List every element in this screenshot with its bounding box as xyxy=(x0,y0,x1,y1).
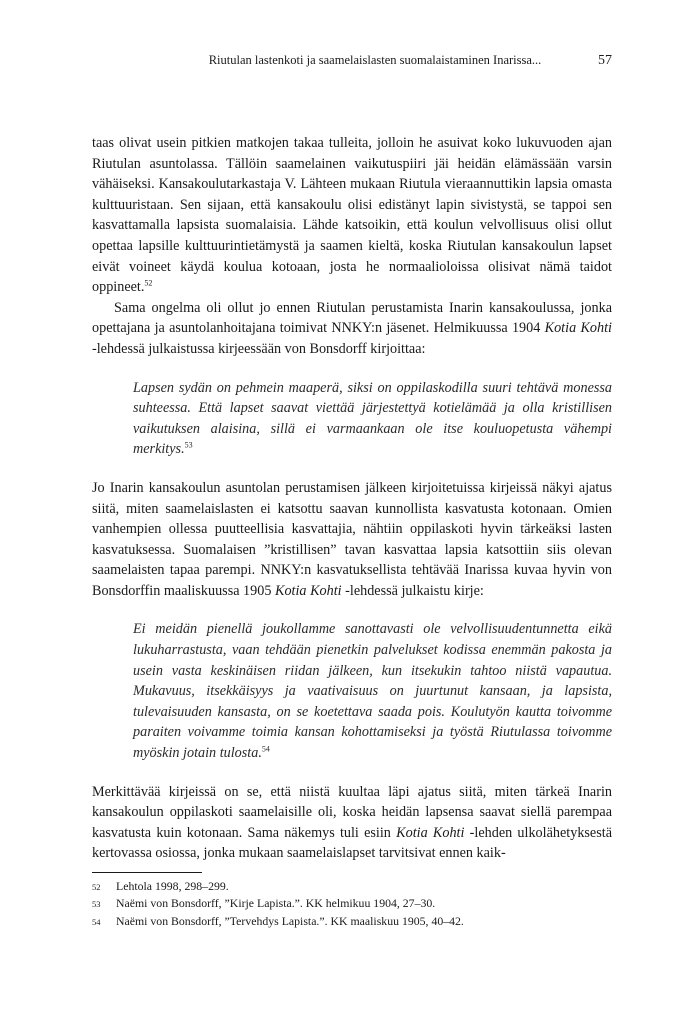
running-title: Riutulan lastenkoti ja saamelaislasten suomalaistaminen Inarissa... xyxy=(208,53,542,67)
body-text xyxy=(92,133,612,864)
running-head xyxy=(92,52,612,69)
journal-title: Kotia Kohti xyxy=(544,320,612,337)
footnote-text: Naëmi von Bonsdorff, ”Tervehdys Lapista.”. KK maaliskuu 1905, 40–42. xyxy=(116,913,464,928)
block-quote-1 xyxy=(133,378,612,460)
footnote-ref-52: 52 xyxy=(144,278,153,288)
paragraph-4 xyxy=(92,782,612,864)
footnote-number: 52 xyxy=(92,882,101,892)
paragraph-3-text-b: -lehdessä julkaistu kirje: xyxy=(341,582,484,599)
footnote-number: 54 xyxy=(92,916,101,927)
block-quote-2-text: Ei meidän pienellä joukollamme sanottavasti ole velvollisuudentunnetta eikä lukuharrastusta, vaan tehdään pienetkin palvelukset kodissa enemmän pakosta ja usein vasta keskinäisen riidan jälkeen, kun itsekukin tahtoo niistä vapautua. Mukavuus, itsekkäisyys ja vaativaisuus on juurtunut kansaan, ja lapsista, tulevaisuuden kansasta, on se koetettava saada pois. Koulutyön kautta toivomme paraiten voivamme toimia kansan kohottamiseksi ja työstä Riutulassa toivomme myöskin jotain tulosta. xyxy=(133,621,612,762)
page-number: 57 xyxy=(598,53,612,68)
footnotes xyxy=(92,872,612,930)
paragraph-2-text-a: Sama ongelma oli ollut jo ennen Riutulan perustamista Inarin kansakoulussa, jonka opettajana ja asuntolanhoitajana toimivat NNKY:n jäsenet. Helmikuussa 1904 xyxy=(92,299,612,337)
footnote-text: Lehtola 1998, 298–299. xyxy=(116,879,229,893)
paragraph-1 xyxy=(92,133,612,298)
paragraph-2-text-b: -lehdessä julkaistussa kirjeessään von Bonsdorff kirjoittaa: xyxy=(92,340,426,357)
paragraph-2 xyxy=(92,298,612,360)
footnote-ref-54: 54 xyxy=(261,744,270,754)
footnote-ref-53: 53 xyxy=(184,440,193,450)
footnote-rule xyxy=(92,872,202,873)
block-quote-1-text: Lapsen sydän on pehmein maaperä, siksi on oppilaskodilla suuri tehtävä monessa suhteessa. Että lapset saavat viettää järjestettyä kotielämää ja olla kristillisen vaikutuksen alaisina, sillä ei varmaankaan ole itse kouluopetusta vähempi merkitys. xyxy=(133,379,612,458)
paragraph-3 xyxy=(92,478,612,602)
paragraph-1-text: taas olivat usein pitkien matkojen takaa tulleita, jolloin he asuivat koko lukuvuoden ajan Riutulan asuntolassa. Tällöin saamelainen vaikutuspiiri jäi heidän elämässään varsin vähäiseksi. Kansakoulutarkastaja V. Lähteen mukaan Riutula vieraannuttikin lapsia omasta kulttuuristaan. Sen sijaan, että kansakoulu olisi edistänyt lapin sivistystä, se tappoi sen kasvattamalla lapsista suomalaisia. Lähde katsoikin, että koulun velvollisuus olisi ollut opettaa lapsille kulttuurintietämystä ja saamen kieltä, koska Riutulan kansakoulun lapset eivät voineet käydä koulua kotoaan, josta he normaalioloissa olisivat nämä taidot oppineet. xyxy=(92,135,612,296)
paragraph-4-text-a: Merkittävää kirjeissä on se, että niistä kuultaa läpi ajatus siitä, miten tärkeä Inarin kansakoulun oppilaskoti saamelaisille oli, koska heidän lapsensa saavat siellä parempaa kasvatusta kuin kotonaan. Sama näkemys tuli esiin xyxy=(92,783,612,841)
paragraph-3-text-a: Jo Inarin kansakoulun asuntolan perustamisen jälkeen kirjoitetuissa kirjeissä näkyi ajatus siitä, miten saamelaislasten ei katsottu saavan kunnollista kasvatusta kotonaan. Omien vanhempien ollessa puutteellisia kasvattajia, nähtiin oppilaskoti hyvin tärkeäksi lasten kasvatuksessa. Suomalaisen ”kristillisen” tavan kasvattaa lapsia katsottiin siis olevan saamelaisten tapaa parempi. NNKY:n kasvatuksellista tehtävää Inarissa kuvaa hyvin von Bonsdorffin maaliskuussa 1905 xyxy=(92,479,612,599)
footnote-text: Naëmi von Bonsdorff, ”Kirje Lapista.”. KK helmikuu 1904, 27–30. xyxy=(116,896,436,911)
journal-title: Kotia Kohti xyxy=(274,582,342,599)
journal-title: Kotia Kohti xyxy=(396,824,465,841)
footnote-52 xyxy=(92,878,612,895)
footnote-54 xyxy=(92,913,612,930)
block-quote-2 xyxy=(133,619,612,763)
footnote-number: 53 xyxy=(92,899,101,910)
paragraph-4-text-b: -lehden ulkolähetyksestä kertovassa osiossa, jonka mukaan saamelaislapset tarvitsivat ennen kaik- xyxy=(92,824,612,862)
footnote-53 xyxy=(92,895,612,912)
